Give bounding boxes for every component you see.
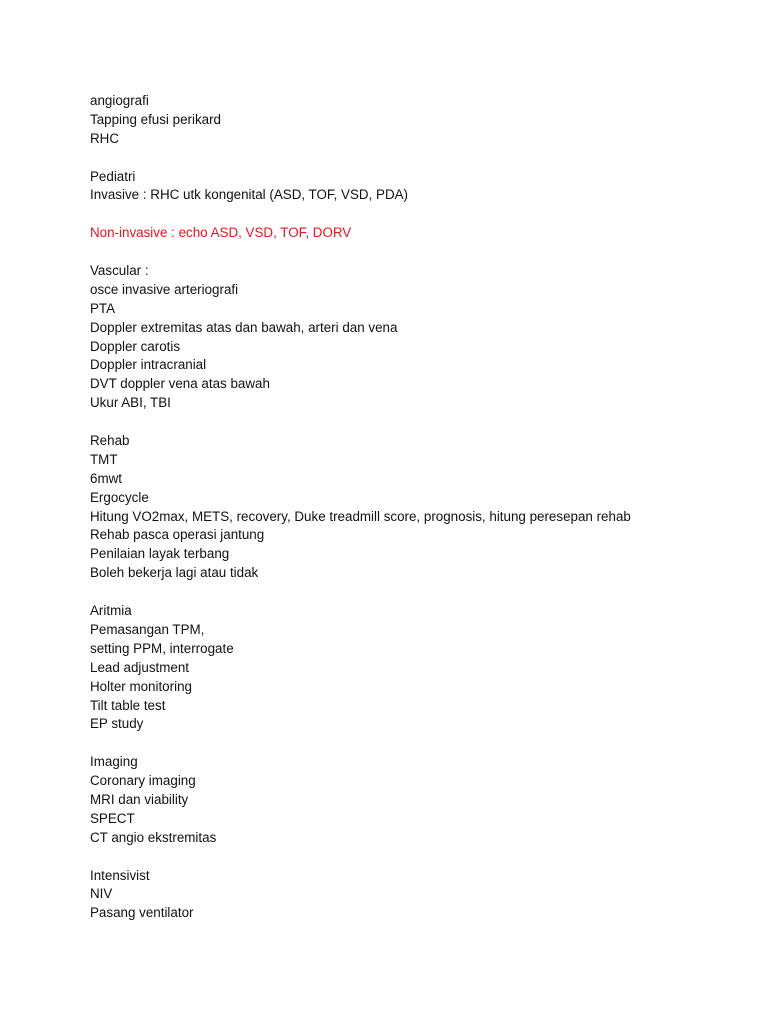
section-aritmia bbox=[90, 602, 750, 734]
text-line: Pemasangan TPM, bbox=[90, 621, 205, 637]
section-heading: Pediatri bbox=[90, 168, 136, 184]
text-line: SPECT bbox=[90, 810, 135, 826]
blank-line bbox=[90, 734, 750, 753]
text-line: MRI dan viability bbox=[90, 791, 189, 807]
text-line: Hitung VO2max, METS, recovery, Duke treadmill score, prognosis, hitung peresepan rehab bbox=[90, 508, 631, 524]
blank-line bbox=[90, 243, 750, 262]
text-line: osce invasive arteriografi bbox=[90, 281, 239, 297]
text-line: Doppler intracranial bbox=[90, 357, 207, 373]
section-heading: Intensivist bbox=[90, 867, 150, 883]
text-line: Boleh bekerja lagi atau tidak bbox=[90, 565, 259, 581]
text-line: Holter monitoring bbox=[90, 678, 192, 694]
section-heading: angiografi bbox=[90, 93, 149, 108]
text-line: NIV bbox=[90, 886, 113, 902]
text-line: setting PPM, interrogate bbox=[90, 640, 234, 656]
document-page bbox=[90, 92, 750, 923]
text-line: Lead adjustment bbox=[90, 659, 190, 675]
section-heading: Imaging bbox=[90, 754, 138, 770]
text-line: Rehab pasca operasi jantung bbox=[90, 527, 265, 543]
text-line: Coronary imaging bbox=[90, 773, 196, 789]
section-non-invasive bbox=[90, 224, 750, 243]
text-line: Doppler carotis bbox=[90, 338, 181, 354]
section-intensivist bbox=[90, 867, 750, 924]
text-line: Ergocycle bbox=[90, 489, 149, 505]
section-heading: Rehab bbox=[90, 433, 130, 449]
text-line: TMT bbox=[90, 451, 118, 467]
text-line: Doppler extremitas atas dan bawah, arteri dan vena bbox=[90, 319, 398, 335]
blank-line bbox=[90, 149, 750, 168]
section-vascular bbox=[90, 262, 750, 413]
text-line: DVT doppler vena atas bawah bbox=[90, 376, 270, 392]
text-line: Ukur ABI, TBI bbox=[90, 395, 171, 411]
blank-line bbox=[90, 583, 750, 602]
text-line: Tilt table test bbox=[90, 697, 166, 713]
section-heading: Non-invasive : echo ASD, VSD, TOF, DORV bbox=[90, 225, 352, 241]
text-line: Penilaian layak terbang bbox=[90, 546, 230, 562]
text-line: EP study bbox=[90, 716, 144, 732]
text-line: Pasang ventilator bbox=[90, 905, 194, 921]
text-line: Tapping efusi perikard bbox=[90, 111, 222, 127]
section-rehab bbox=[90, 432, 750, 583]
blank-line bbox=[90, 413, 750, 432]
text-line: Invasive : RHC utk kongenital (ASD, TOF, VSD, PDA) bbox=[90, 187, 409, 203]
text-line: CT angio ekstremitas bbox=[90, 829, 217, 845]
section-pediatri bbox=[90, 168, 750, 206]
section-heading: Aritmia bbox=[90, 603, 132, 619]
text-line: RHC bbox=[90, 130, 120, 146]
blank-line bbox=[90, 848, 750, 867]
section-imaging bbox=[90, 753, 750, 847]
section-heading: Vascular : bbox=[90, 263, 149, 279]
text-line: PTA bbox=[90, 300, 116, 316]
section-top bbox=[90, 92, 750, 149]
blank-line bbox=[90, 205, 750, 224]
text-line: 6mwt bbox=[90, 470, 122, 486]
